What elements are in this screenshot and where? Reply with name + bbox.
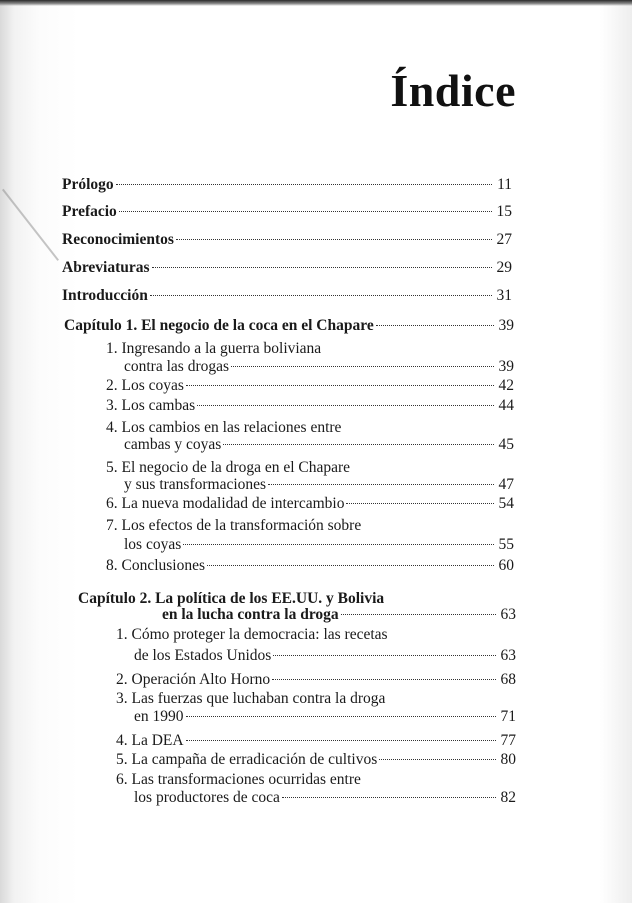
entry-label: cambas y coyas (124, 436, 222, 453)
leader-dots (376, 325, 494, 326)
toc-item-2-5[interactable] (116, 751, 516, 769)
entry-page: 71 (500, 708, 516, 725)
toc-item-text: 4. Los cambios en las relaciones entre (106, 419, 342, 436)
leader-dots (231, 366, 494, 367)
entry-label: los productores de coca (134, 789, 280, 806)
chapter-title: Capítulo 2. La política de los EE.UU. y Bolivia (78, 590, 385, 607)
entry-label: Prólogo (62, 176, 114, 193)
toc-item-1-7[interactable] (124, 536, 514, 554)
toc-entry-prefacio[interactable] (62, 203, 512, 221)
entry-label: Prefacio (62, 203, 117, 220)
toc-item-1-6[interactable] (106, 495, 514, 513)
entry-page: 47 (498, 476, 514, 493)
entry-page: 82 (500, 789, 516, 806)
toc-item-1-2[interactable] (106, 377, 514, 395)
toc-item-2-3[interactable] (134, 708, 516, 726)
entry-page: 44 (498, 397, 514, 414)
entry-page: 31 (496, 287, 512, 304)
toc-item-1-8[interactable] (106, 557, 514, 575)
leader-dots (176, 239, 492, 240)
entry-label: 5. La campaña de erradicación de cultivos (116, 751, 378, 768)
entry-label: 4. La DEA (116, 732, 184, 749)
toc-item-1-3[interactable] (106, 397, 514, 415)
entry-label: de los Estados Unidos (134, 647, 272, 664)
leader-dots (116, 184, 492, 185)
toc-item-2-2[interactable] (116, 671, 516, 689)
chapter-page: 39 (498, 317, 514, 334)
entry-page: 68 (500, 671, 516, 688)
leader-dots (186, 716, 496, 717)
entry-page: 63 (500, 647, 516, 664)
entry-page: 77 (500, 732, 516, 749)
leader-dots (282, 797, 496, 798)
leader-dots (272, 679, 496, 680)
toc-item-2-4[interactable] (116, 732, 516, 750)
toc-item-text: 6. Las transformaciones ocurridas entre (116, 771, 361, 788)
leader-dots (379, 759, 496, 760)
toc-item-text: 7. Los efectos de la transformación sobre (106, 517, 362, 534)
entry-label: contra las drogas (124, 358, 230, 375)
entry-page: 29 (496, 259, 512, 276)
entry-page: 54 (498, 495, 514, 512)
toc-item-1-5[interactable] (124, 476, 514, 494)
entry-page: 80 (500, 751, 516, 768)
toc-item-1-1[interactable] (124, 358, 514, 376)
toc-entry-prologo[interactable] (62, 176, 512, 194)
toc-item-2-1[interactable] (134, 647, 516, 665)
toc-entry-abreviaturas[interactable] (62, 259, 512, 277)
entry-label: 2. Operación Alto Horno (116, 671, 271, 688)
entry-label: 6. La nueva modalidad de intercambio (106, 495, 345, 512)
leader-dots (119, 211, 492, 212)
leader-dots (183, 544, 494, 545)
leader-dots (273, 655, 496, 656)
toc-item-text: 3. Las fuerzas que luchaban contra la droga (116, 690, 386, 707)
leader-dots (152, 267, 492, 268)
toc-chapter-1[interactable] (64, 317, 514, 335)
entry-page: 60 (498, 557, 514, 574)
page-title: Índice (390, 65, 516, 116)
entry-page: 15 (496, 203, 512, 220)
entry-page: 39 (498, 358, 514, 375)
entry-label: 3. Los cambas (106, 397, 196, 414)
leader-dots (186, 385, 494, 386)
toc-chapter-2[interactable] (162, 606, 516, 624)
toc-item-2-6[interactable] (134, 789, 516, 807)
entry-label: Abreviaturas (62, 259, 150, 276)
entry-page: 45 (498, 436, 514, 453)
leader-dots (268, 484, 494, 485)
chapter-title: Capítulo 1. El negocio de la coca en el Chapare (64, 317, 374, 334)
entry-label: 2. Los coyas (106, 377, 184, 394)
entry-label: Introducción (62, 287, 148, 304)
toc-entry-introduccion[interactable] (62, 287, 512, 305)
leader-dots (346, 503, 494, 504)
entry-page: 55 (498, 536, 514, 553)
chapter-page: 63 (500, 606, 516, 623)
entry-label: Reconocimientos (62, 231, 174, 248)
leader-dots (197, 405, 494, 406)
leader-dots (341, 614, 496, 615)
leader-dots (223, 444, 494, 445)
chapter-title-cont: en la lucha contra la droga (162, 606, 339, 623)
entry-page: 42 (498, 377, 514, 394)
entry-label: y sus transformaciones (124, 476, 267, 493)
leader-dots (186, 740, 496, 741)
toc-item-1-4[interactable] (124, 436, 514, 454)
entry-page: 27 (496, 231, 512, 248)
entry-label: los coyas (124, 536, 182, 553)
entry-label: 8. Conclusiones (106, 557, 206, 574)
toc-item-text: 5. El negocio de la droga en el Chapare (106, 459, 351, 476)
entry-label: en 1990 (134, 708, 184, 725)
toc-item-text: 1. Ingresando a la guerra boliviana (106, 340, 322, 357)
leader-dots (150, 295, 492, 296)
toc-item-text: 1. Cómo proteger la democracia: las recetas (116, 626, 388, 643)
entry-page: 11 (497, 176, 512, 193)
leader-dots (207, 565, 494, 566)
toc-entry-reconocimientos[interactable] (62, 231, 512, 249)
